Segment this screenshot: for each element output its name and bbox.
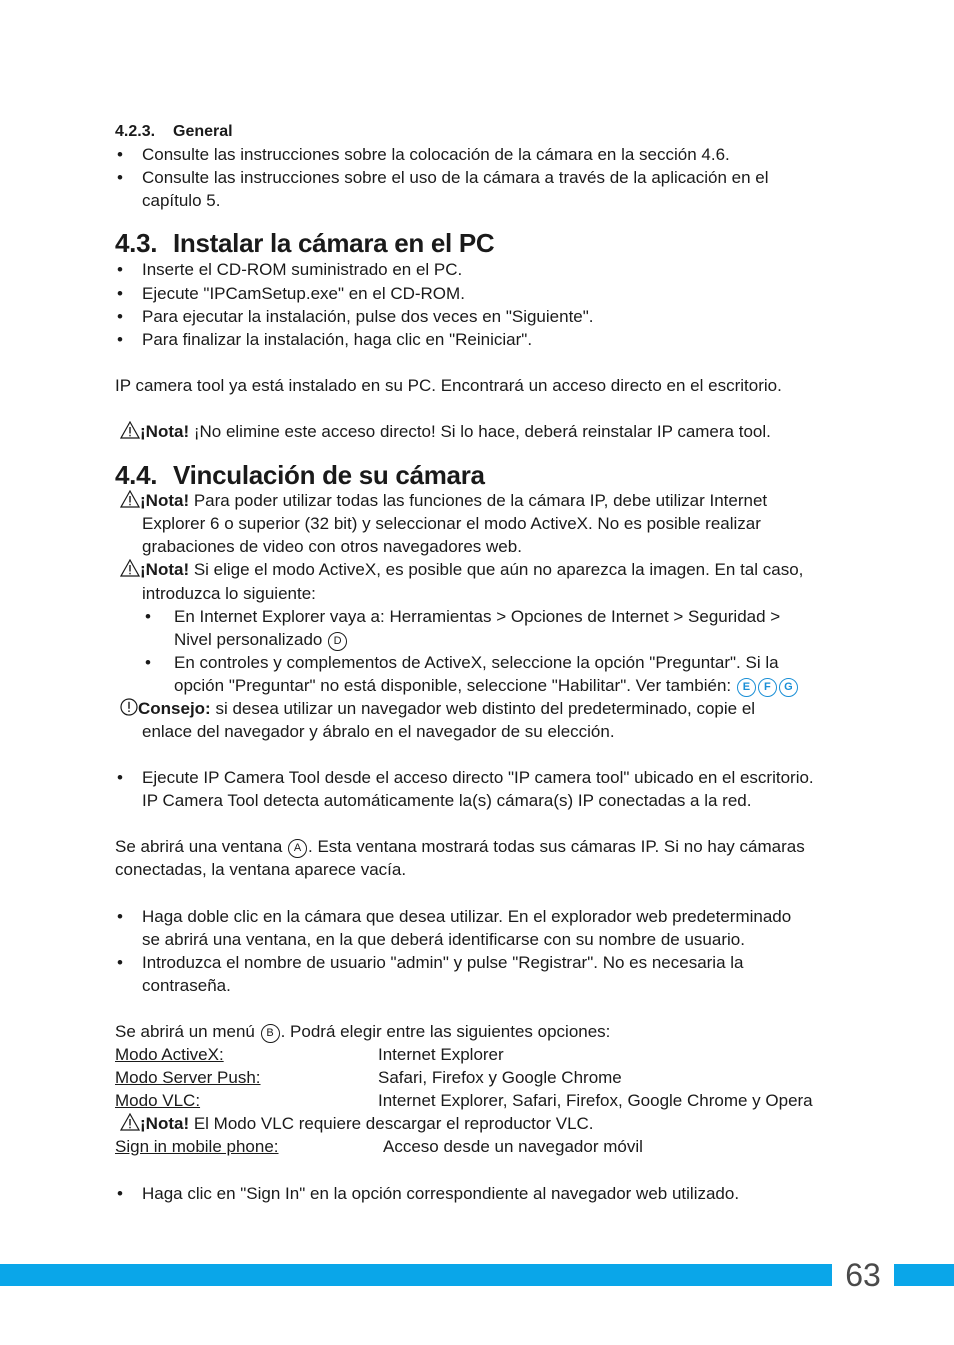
list-item-continuation: se abrirá una ventana, en la que deberá identificarse con su nombre de usuario. bbox=[142, 930, 745, 949]
note bbox=[120, 489, 767, 512]
mode-label-text: Modo ActiveX: bbox=[115, 1045, 224, 1064]
note-label: ¡Nota! bbox=[140, 1114, 190, 1133]
tip bbox=[120, 697, 755, 720]
warning-triangle-icon bbox=[120, 490, 140, 508]
list-item: Consulte las instrucciones sobre el uso de la cámara a través de la aplicación en el bbox=[142, 168, 769, 187]
paragraph-text: Se abrirá una ventana bbox=[115, 837, 288, 856]
section-heading-install bbox=[115, 228, 494, 258]
paragraph-text: . Esta ventana mostrará todas sus cámaras IP. Si no hay cámaras bbox=[308, 837, 805, 856]
subsection-heading-general bbox=[115, 120, 233, 143]
bullet-dot: • bbox=[117, 768, 123, 787]
subsection-number: 4.2.3. bbox=[115, 123, 156, 140]
page-number: 63 bbox=[832, 1256, 894, 1294]
note-text: Si elige el modo ActiveX, es posible que aún no aparezca la imagen. En tal caso, bbox=[189, 560, 804, 579]
mode-label-text: Modo VLC: bbox=[115, 1091, 201, 1110]
note-continuation: introduzca lo siguiente: bbox=[142, 584, 316, 603]
mode-label bbox=[115, 1043, 224, 1066]
mode-label bbox=[115, 1135, 279, 1158]
figure-ref-a-icon: A bbox=[288, 839, 307, 858]
bullet-dot: • bbox=[117, 145, 123, 164]
tip-text: si desea utilizar un navegador web distinto del predeterminado, copie el bbox=[210, 699, 756, 718]
list-item: Consulte las instrucciones sobre la colocación de la cámara en la sección 4.6. bbox=[142, 145, 730, 164]
section-title: Instalar la cámara en el PC bbox=[173, 228, 495, 258]
bullet-dot: • bbox=[117, 907, 123, 926]
note-continuation: grabaciones de video con otros navegadores web. bbox=[142, 537, 522, 556]
list-item: Para finalizar la instalación, haga clic en "Reiniciar". bbox=[142, 330, 533, 349]
exclamation-circle-icon bbox=[120, 698, 138, 716]
section-title: Vinculación de su cámara bbox=[173, 460, 485, 490]
tip-continuation: enlace del navegador y ábralo en el navegador de su elección. bbox=[142, 722, 615, 741]
bullet-dot: • bbox=[145, 653, 151, 672]
list-item: Haga doble clic en la cámara que desea utilizar. En el explorador web predeterminado bbox=[142, 907, 792, 926]
mode-value: Internet Explorer, Safari, Firefox, Google Chrome y Opera bbox=[378, 1091, 813, 1110]
note-label: ¡Nota! bbox=[140, 560, 190, 579]
sub-list-text: opción "Preguntar" no está disponible, seleccione "Habilitar". Ver también: bbox=[174, 676, 732, 695]
bullet-dot: • bbox=[117, 284, 123, 303]
section-heading-link-camera bbox=[115, 460, 485, 490]
figure-ref-g-icon: G bbox=[779, 678, 798, 697]
bullet-dot: • bbox=[117, 307, 123, 326]
list-item: Para ejecutar la instalación, pulse dos veces en "Siguiente". bbox=[142, 307, 594, 326]
subsection-title: General bbox=[173, 123, 233, 140]
bullet-dot: • bbox=[117, 1184, 123, 1203]
bullet-dot: • bbox=[117, 260, 123, 279]
warning-triangle-icon bbox=[120, 1113, 140, 1131]
mode-label-text: Modo Server Push: bbox=[115, 1068, 261, 1087]
paragraph: IP camera tool ya está instalado en su PC. Encontrará un acceso directo en el escritorio. bbox=[115, 376, 782, 395]
warning-triangle-icon bbox=[120, 421, 140, 439]
mode-label bbox=[115, 1066, 261, 1089]
mode-label-text: Sign in mobile phone: bbox=[115, 1137, 279, 1156]
sub-list-item: En Internet Explorer vaya a: Herramientas > Opciones de Internet > Seguridad > bbox=[174, 607, 781, 626]
mode-value: Safari, Firefox y Google Chrome bbox=[378, 1068, 622, 1087]
paragraph-text: Se abrirá un menú bbox=[115, 1022, 260, 1041]
list-item-continuation: IP Camera Tool detecta automáticamente la(s) cámara(s) IP conectadas a la red. bbox=[142, 791, 752, 810]
mode-value: Internet Explorer bbox=[378, 1045, 504, 1064]
note bbox=[120, 1112, 594, 1135]
list-item: Ejecute "IPCamSetup.exe" en el CD-ROM. bbox=[142, 284, 465, 303]
tip-label: Consejo: bbox=[138, 699, 211, 718]
list-item: Haga clic en "Sign In" en la opción correspondiente al navegador web utilizado. bbox=[142, 1184, 740, 1203]
bullet-dot: • bbox=[117, 168, 123, 187]
bullet-dot: • bbox=[145, 607, 151, 626]
note bbox=[120, 420, 771, 443]
list-item-continuation: contraseña. bbox=[142, 976, 231, 995]
section-number: 4.4. bbox=[115, 460, 158, 490]
note-text: El Modo VLC requiere descargar el reproductor VLC. bbox=[189, 1114, 594, 1133]
note-label: ¡Nota! bbox=[140, 491, 190, 510]
mode-label bbox=[115, 1089, 200, 1112]
footer-bar bbox=[0, 1264, 954, 1286]
warning-triangle-icon bbox=[120, 559, 140, 577]
sub-list-item-continuation bbox=[174, 628, 348, 651]
bullet-dot: • bbox=[117, 953, 123, 972]
list-item: Inserte el CD-ROM suministrado en el PC. bbox=[142, 260, 463, 279]
paragraph bbox=[115, 1020, 610, 1043]
figure-ref-b-icon: B bbox=[261, 1024, 280, 1043]
section-number: 4.3. bbox=[115, 228, 158, 258]
paragraph-text: . Podrá elegir entre las siguientes opciones: bbox=[280, 1022, 611, 1041]
bullet-dot: • bbox=[117, 330, 123, 349]
mode-value: Acceso desde un navegador móvil bbox=[383, 1137, 643, 1156]
figure-ref-f-icon: F bbox=[758, 678, 777, 697]
list-item-continuation: capítulo 5. bbox=[142, 191, 221, 210]
paragraph bbox=[115, 835, 805, 858]
sub-list-item: En controles y complementos de ActiveX, seleccione la opción "Preguntar". Si la bbox=[174, 653, 779, 672]
list-item: Introduzca el nombre de usuario "admin" y pulse "Registrar". No es necesaria la bbox=[142, 953, 744, 972]
figure-ref-d-icon: D bbox=[328, 632, 347, 651]
sub-list-text: Nivel personalizado bbox=[174, 630, 323, 649]
figure-ref-e-icon: E bbox=[737, 678, 756, 697]
sub-list-item-continuation bbox=[174, 674, 799, 697]
list-item: Ejecute IP Camera Tool desde el acceso directo "IP camera tool" ubicado en el escritorio. bbox=[142, 768, 814, 787]
note-text: Para poder utilizar todas las funciones de la cámara IP, debe utilizar Internet bbox=[189, 491, 768, 510]
note bbox=[120, 558, 803, 581]
paragraph-continuation: conectadas, la ventana aparece vacía. bbox=[115, 860, 407, 879]
note-text: ¡No elimine este acceso directo! Si lo hace, deberá reinstalar IP camera tool. bbox=[189, 422, 771, 441]
note-label: ¡Nota! bbox=[140, 422, 190, 441]
note-continuation: Explorer 6 o superior (32 bit) y seleccionar el modo ActiveX. No es posible realizar bbox=[142, 514, 761, 533]
